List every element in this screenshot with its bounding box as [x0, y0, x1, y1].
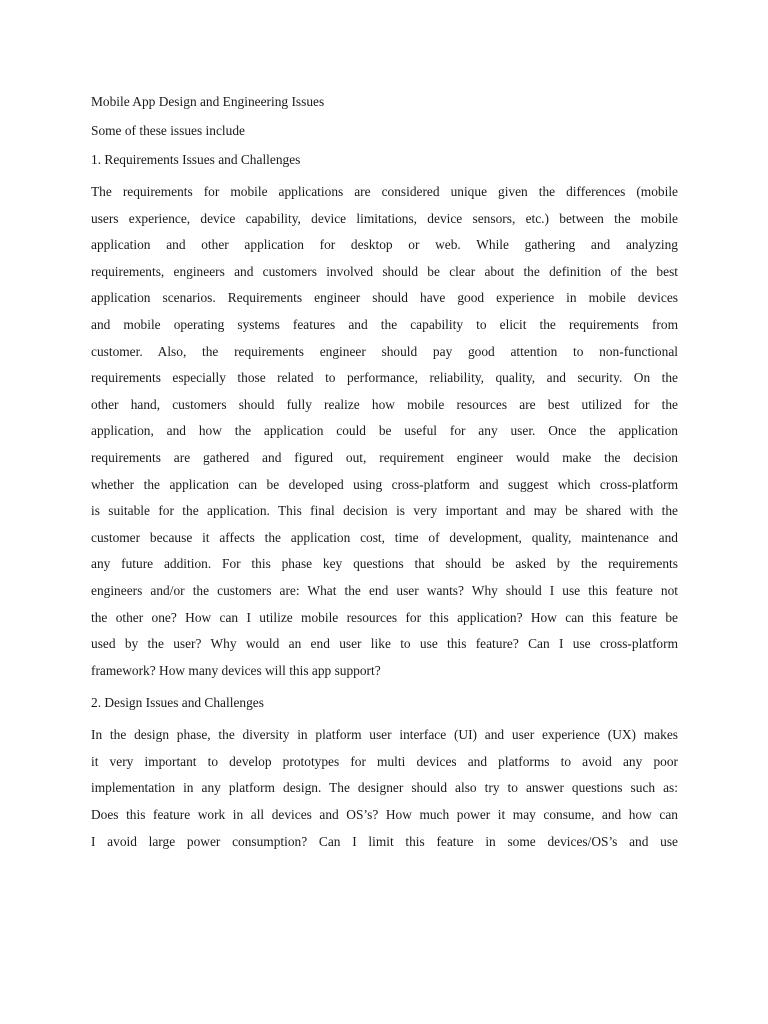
paragraph-line: customer. Also, the requirements engineer should pay good attention to non-functional	[91, 343, 678, 359]
paragraph-line: In the design phase, the diversity in platform user interface (UI) and user experience (UX) makes	[91, 727, 678, 743]
document-title: Mobile App Design and Engineering Issues	[91, 94, 325, 109]
section-1-paragraph	[91, 179, 678, 684]
paragraph-line: customer because it affects the application cost, time of development, quality, maintenance and	[91, 529, 678, 545]
paragraph-line: application, and how the application could be useful for any user. Once the application	[91, 423, 678, 439]
paragraph-line: The requirements for mobile applications are considered unique given the differences (mobile	[91, 184, 678, 199]
paragraph-line: users experience, device capability, device limitations, device sensors, etc.) between the mobile	[91, 210, 678, 226]
paragraph-line: is suitable for the application. This final decision is very important and may be shared with the	[91, 503, 678, 519]
paragraph-line: other hand, customers should fully realize how mobile resources are best utilized for the	[91, 396, 678, 412]
paragraph-line: requirements are gathered and figured out, requirement engineer would make the decision	[91, 449, 678, 465]
paragraph-line: any future addition. For this phase key questions that should be asked by the requirements	[91, 556, 678, 572]
paragraph-line: application and other application for desktop or web. While gathering and analyzing	[91, 237, 678, 253]
paragraph-line: implementation in any platform design. The designer should also try to answer questions such as:	[91, 780, 678, 796]
paragraph-line: Does this feature work in all devices and OS’s? How much power it may consume, and how can	[91, 807, 678, 823]
paragraph-line: application scenarios. Requirements engineer should have good experience in mobile devices	[91, 290, 678, 306]
paragraph-line: engineers and/or the customers are: What the end user wants? Why should I use this feature not	[91, 582, 678, 598]
paragraph-line: used by the user? Why would an end user like to use this feature? Can I use cross-platform	[91, 636, 678, 652]
paragraph-line: whether the application can be developed using cross-platform and suggest which cross-platform	[91, 476, 678, 492]
paragraph-line: framework? How many devices will this app support?	[91, 662, 381, 678]
section-2-paragraph	[91, 722, 678, 855]
paragraph-line: requirements, engineers and customers involved should be clear about the definition of the best	[91, 263, 678, 279]
section-1-heading: 1. Requirements Issues and Challenges	[91, 152, 301, 167]
document-body	[91, 92, 678, 864]
paragraph-line: I avoid large power consumption? Can I limit this feature in some devices/OS’s and use	[91, 833, 678, 849]
paragraph-line: and mobile operating systems features and the capability to elicit the requirements from	[91, 316, 678, 332]
paragraph-line: requirements especially those related to performance, reliability, quality, and security. On the	[91, 370, 678, 386]
paragraph-line: it very important to develop prototypes for multi devices and platforms to avoid any poor	[91, 753, 678, 769]
section-2-heading: 2. Design Issues and Challenges	[91, 695, 264, 711]
paragraph-line: the other one? How can I utilize mobile resources for this application? How can this feature be	[91, 609, 678, 625]
intro-text: Some of these issues include	[91, 123, 245, 138]
